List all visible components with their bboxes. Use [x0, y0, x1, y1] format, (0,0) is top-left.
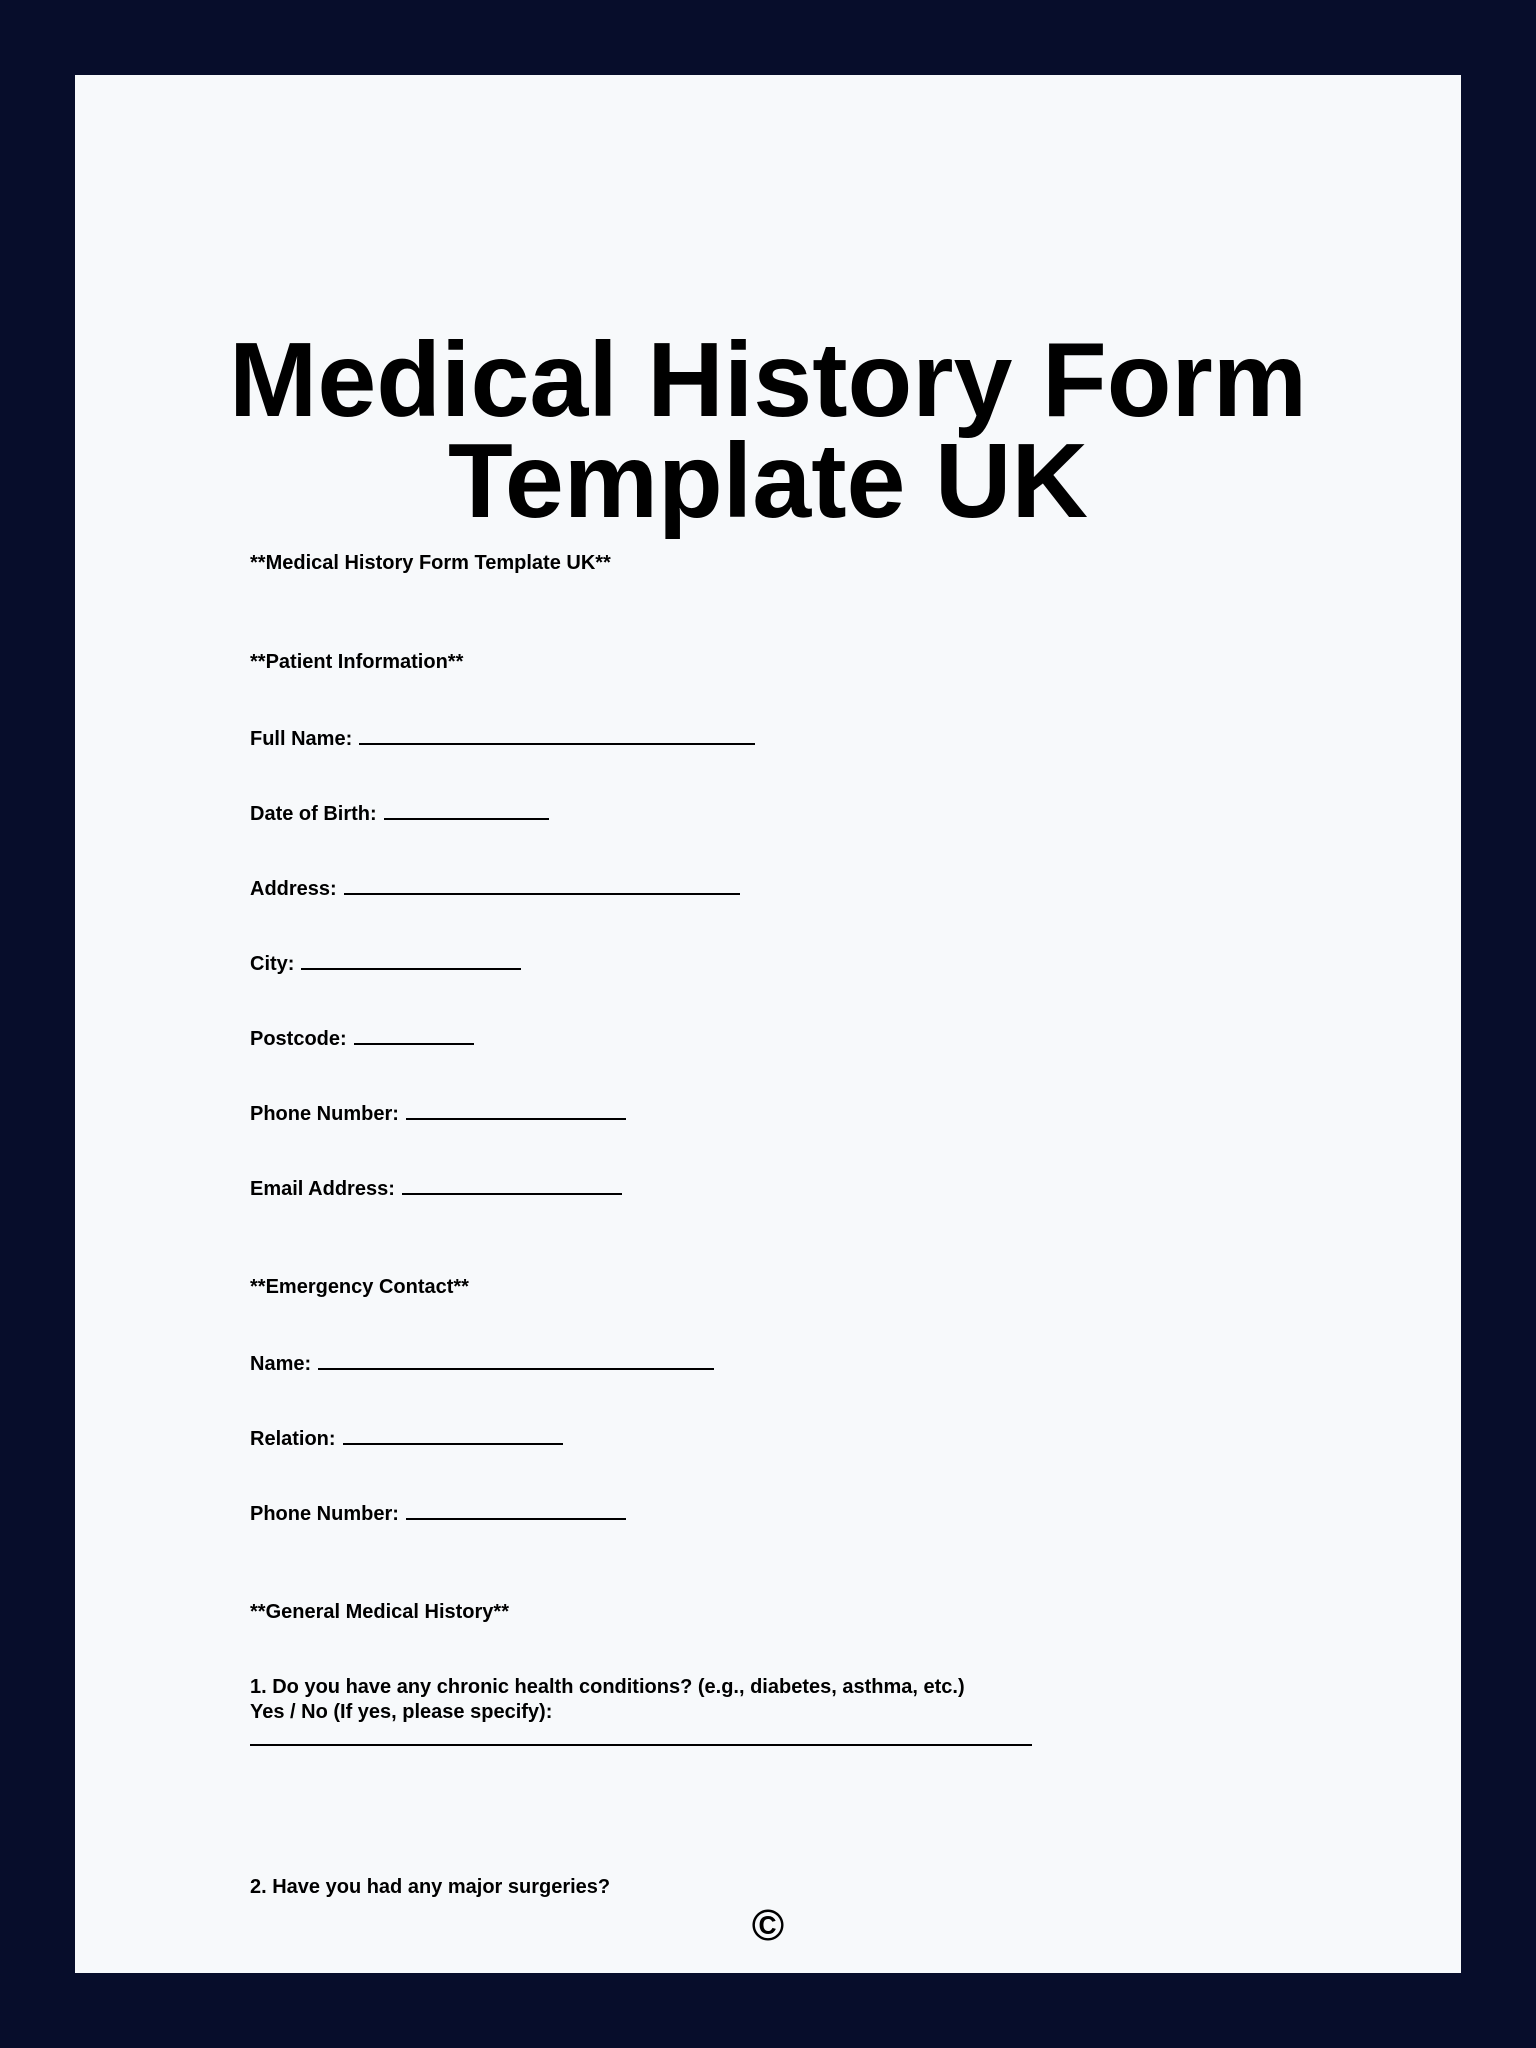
phone-number-label: Phone Number:	[250, 1103, 399, 1125]
email-address-label: Email Address:	[250, 1178, 395, 1200]
postcode-row	[250, 1025, 474, 1051]
date-of-birth-row	[250, 800, 549, 826]
document-heading: **Medical History Form Template UK**	[250, 552, 611, 574]
page-title	[75, 321, 1461, 540]
general-medical-history-heading: **General Medical History**	[250, 1601, 509, 1623]
address-label: Address:	[250, 878, 337, 900]
email-address-field[interactable]	[402, 1175, 622, 1195]
question-1-line-1: 1. Do you have any chronic health conditions? (e.g., diabetes, asthma, etc.)	[250, 1676, 965, 1698]
emergency-phone-field[interactable]	[406, 1500, 626, 1520]
question-1-answer-field[interactable]	[250, 1744, 1032, 1746]
address-field[interactable]	[344, 875, 740, 895]
emergency-phone-row	[250, 1500, 626, 1526]
question-2: 2. Have you had any major surgeries?	[250, 1876, 611, 1898]
question-1-line-2: Yes / No (If yes, please specify):	[250, 1701, 553, 1723]
date-of-birth-field[interactable]	[384, 800, 549, 820]
title-line-2: Template UK	[447, 422, 1089, 540]
address-row	[250, 875, 740, 901]
emergency-name-field[interactable]	[318, 1350, 714, 1370]
city-row	[250, 950, 521, 976]
full-name-field[interactable]	[359, 725, 755, 745]
form-page	[75, 75, 1461, 1973]
emergency-name-label: Name:	[250, 1353, 312, 1375]
emergency-relation-label: Relation:	[250, 1428, 336, 1450]
patient-information-heading: **Patient Information**	[250, 651, 464, 673]
emergency-phone-label: Phone Number:	[250, 1503, 399, 1525]
full-name-row	[250, 725, 755, 751]
email-address-row	[250, 1175, 622, 1201]
phone-number-field[interactable]	[406, 1100, 626, 1120]
postcode-field[interactable]	[354, 1025, 474, 1045]
full-name-label: Full Name:	[250, 728, 353, 750]
city-label: City:	[250, 953, 295, 975]
copyright-icon: ©	[751, 1901, 785, 1950]
emergency-relation-field[interactable]	[343, 1425, 563, 1445]
date-of-birth-label: Date of Birth:	[250, 803, 377, 825]
emergency-name-row	[250, 1350, 714, 1376]
emergency-relation-row	[250, 1425, 563, 1451]
emergency-contact-heading: **Emergency Contact**	[250, 1276, 469, 1298]
city-field[interactable]	[301, 950, 521, 970]
title-line-1: Medical History Form	[229, 321, 1307, 439]
phone-number-row	[250, 1100, 626, 1126]
postcode-label: Postcode:	[250, 1028, 347, 1050]
